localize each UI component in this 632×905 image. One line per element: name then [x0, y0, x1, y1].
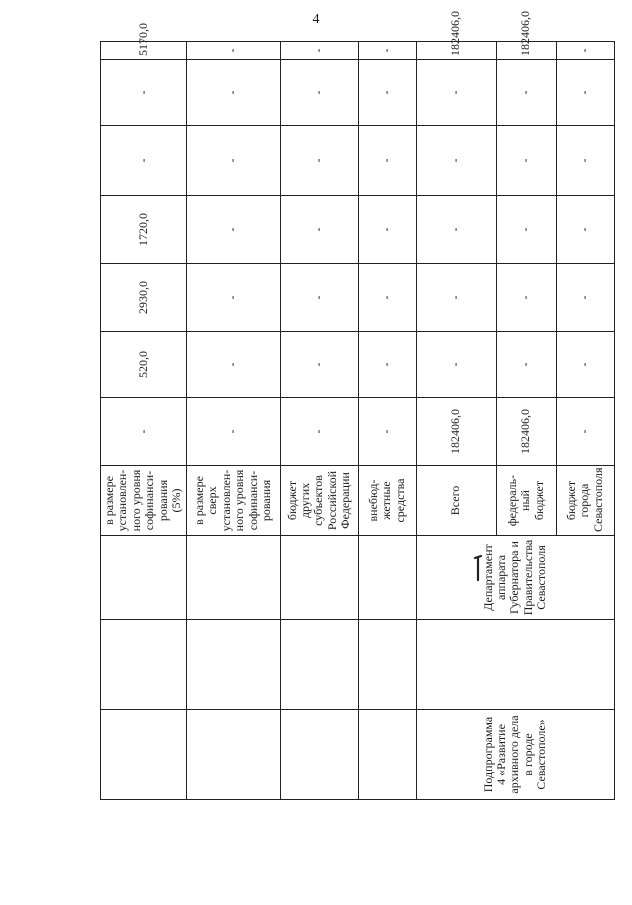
value-cell: - [416, 264, 496, 332]
empty-cell [416, 620, 614, 710]
value-cell: - [186, 332, 280, 398]
executor-cell: Департамент аппарата Губернатора и Правительства Севастополя [416, 536, 614, 620]
value-cell: - [186, 126, 280, 196]
program-cell [186, 710, 280, 800]
value-cell: - [280, 196, 358, 264]
executor-cell [101, 536, 187, 620]
value-cell: 1720,0 [101, 196, 187, 264]
value-cell: - [280, 332, 358, 398]
value-cell: - [358, 332, 416, 398]
value-cell: - [186, 42, 280, 60]
value-cell: - [358, 264, 416, 332]
value-cell: - [556, 332, 614, 398]
value-cell: - [186, 398, 280, 466]
value-cell: - [358, 60, 416, 126]
funding-source-cell: в размере сверх установленного уровня софинансирования [186, 466, 280, 536]
value-cell: - [416, 332, 496, 398]
value-cell: - [496, 264, 556, 332]
value-cell: 182406,0 [416, 42, 496, 60]
rotated-table-container [100, 11, 606, 800]
value-cell: - [416, 196, 496, 264]
value-cell: - [101, 126, 187, 196]
program-cell: Подпрограмма 4 «Развитие архивного дела в городе Севастополе» [416, 710, 614, 800]
value-cell: - [556, 196, 614, 264]
value-cell: - [416, 126, 496, 196]
table-row [101, 42, 187, 800]
empty-cell [280, 620, 358, 710]
funding-table [100, 11, 615, 800]
value-cell: 5170,0 [101, 42, 187, 60]
value-cell: 182406,0 [416, 398, 496, 466]
value-cell: - [101, 398, 187, 466]
executor-cell [186, 536, 280, 620]
value-cell: - [416, 60, 496, 126]
value-cell: 182406,0 [496, 42, 556, 60]
funding-source-cell: Всего [416, 466, 496, 536]
value-cell: - [496, 60, 556, 126]
value-cell: - [358, 398, 416, 466]
value-cell: - [556, 264, 614, 332]
value-cell: - [358, 196, 416, 264]
value-cell: - [556, 126, 614, 196]
value-cell: 2930,0 [101, 264, 187, 332]
table-row [358, 42, 416, 800]
value-cell: - [186, 264, 280, 332]
value-cell: - [280, 398, 358, 466]
value-cell: - [496, 196, 556, 264]
value-cell: - [280, 126, 358, 196]
page-number: 4 [312, 12, 320, 27]
value-cell: - [556, 398, 614, 466]
pen-mark [473, 555, 483, 581]
funding-source-cell: внебюджетные средства [358, 466, 416, 536]
value-cell: - [358, 126, 416, 196]
funding-source-cell: федеральный бюджет [496, 466, 556, 536]
value-cell: - [280, 42, 358, 60]
program-cell [358, 710, 416, 800]
table-row [186, 42, 280, 800]
executor-cell [358, 536, 416, 620]
value-cell: 520,0 [101, 332, 187, 398]
executor-cell [280, 536, 358, 620]
program-cell [101, 710, 187, 800]
value-cell: - [496, 332, 556, 398]
value-cell: - [496, 126, 556, 196]
value-cell: - [358, 42, 416, 60]
funding-source-cell: бюджет города Севастополя [556, 466, 614, 536]
funding-source-cell: в размере установленного уровня софинансирования (5%) [101, 466, 187, 536]
value-cell: - [556, 60, 614, 126]
value-cell: - [186, 196, 280, 264]
empty-cell [101, 620, 187, 710]
table-row [416, 42, 496, 800]
table-row [280, 42, 358, 800]
value-cell: - [186, 60, 280, 126]
empty-cell [358, 620, 416, 710]
value-cell: - [280, 264, 358, 332]
value-cell: - [280, 60, 358, 126]
empty-cell [186, 620, 280, 710]
funding-source-cell: бюджет других субъектов Российской Федерации [280, 466, 358, 536]
program-cell [280, 710, 358, 800]
value-cell: - [556, 42, 614, 60]
value-cell: - [101, 60, 187, 126]
value-cell: 182406,0 [496, 398, 556, 466]
